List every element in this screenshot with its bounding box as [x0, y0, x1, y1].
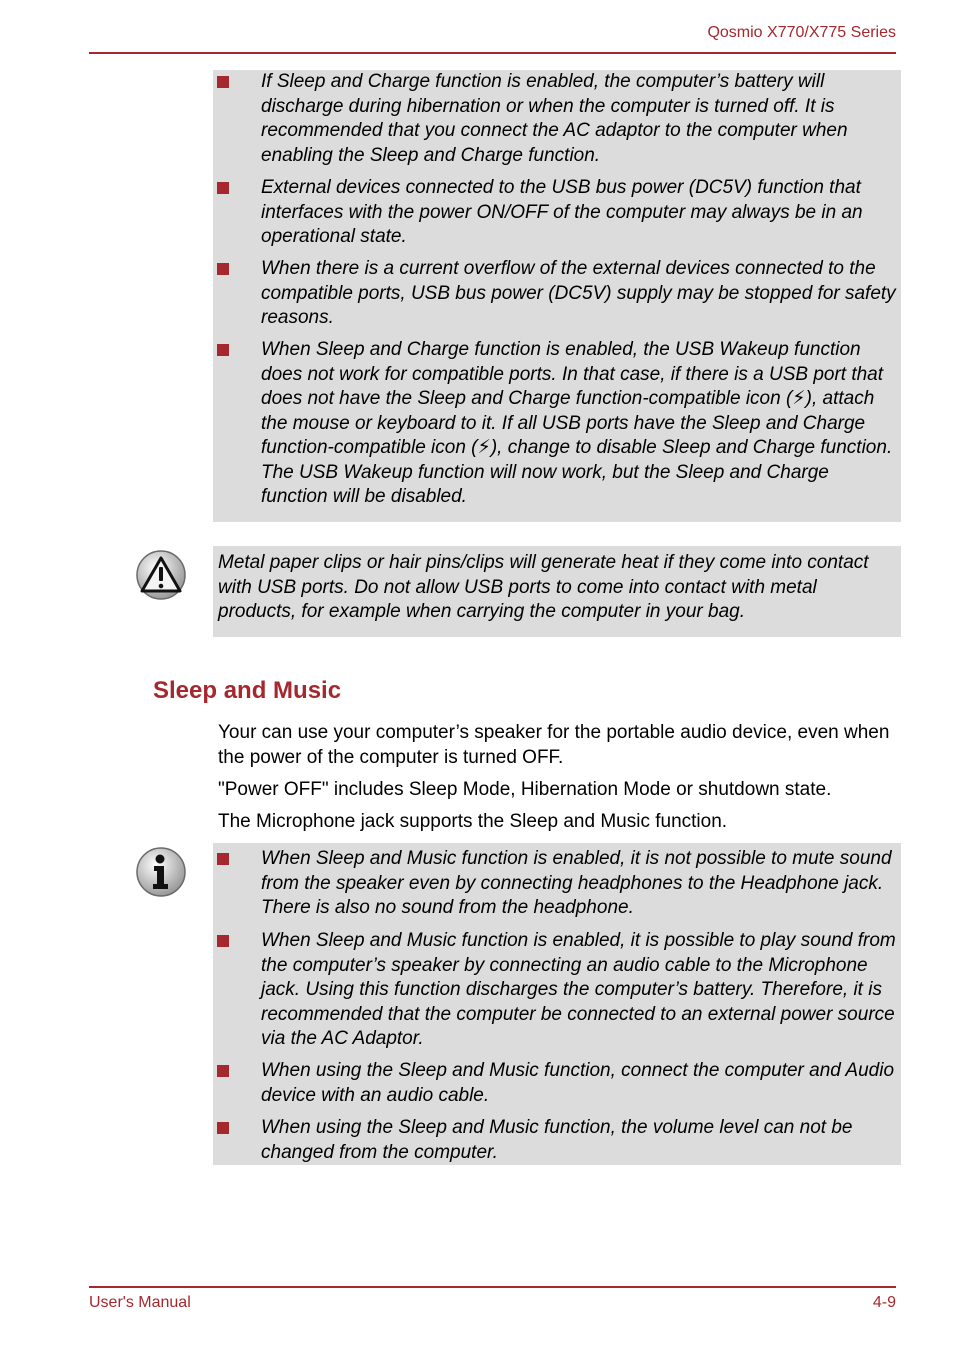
paragraph: The Microphone jack supports the Sleep and Music function.	[218, 811, 728, 832]
page-header-title: Qosmio X770/X775 Series	[707, 24, 896, 41]
bullet-square-icon	[217, 263, 229, 275]
warning-triangle-icon	[136, 550, 186, 600]
caution-box	[213, 546, 901, 637]
section-heading: Sleep and Music	[153, 677, 342, 704]
list-item	[261, 847, 897, 921]
paragraph: "Power OFF" includes Sleep Mode, Hibernation Mode or shutdown state.	[218, 779, 832, 800]
list-item	[261, 1116, 897, 1165]
paragraph: Your can use your computer’s speaker for the portable audio device, even when the power of the computer is turned OFF.	[218, 722, 890, 768]
list-item-text: External devices connected to the USB bus power (DC5V) function that interfaces with the power ON/OFF of the computer may always be in an operational state.	[261, 177, 863, 247]
info-icon	[136, 847, 186, 897]
usb-note-box	[213, 70, 901, 522]
list-item-text: When using the Sleep and Music function, connect the computer and Audio device with an audio cable.	[261, 1060, 895, 1106]
header-rule	[89, 52, 896, 54]
bullet-square-icon	[217, 1122, 229, 1134]
sleep-music-note-box	[213, 843, 901, 1165]
list-item-text: When Sleep and Music function is enabled, it is not possible to mute sound from the speaker even by connecting headphones to the Headphone jack. There is also no sound from the headphone.	[261, 848, 892, 918]
bullet-square-icon	[217, 76, 229, 88]
list-item-text: When using the Sleep and Music function, the volume level can not be changed from the computer.	[261, 1117, 853, 1163]
bullet-square-icon	[217, 1065, 229, 1077]
footer-manual-title: User's Manual	[89, 1294, 191, 1311]
list-item	[261, 70, 897, 168]
caution-text: Metal paper clips or hair pins/clips will generate heat if they come into contact with USB ports. Do not allow USB ports to come into contact with metal products, for example when carrying the computer in your bag.	[218, 552, 869, 622]
bullet-square-icon	[217, 182, 229, 194]
list-item	[261, 338, 897, 510]
bullet-square-icon	[217, 853, 229, 865]
list-item-text: If Sleep and Charge function is enabled, the computer’s battery will discharge during hibernation or when the computer is turned off. It is recommended that you connect the AC adaptor to the computer when enabling the Sleep and Charge function.	[261, 71, 848, 166]
bullet-square-icon	[217, 344, 229, 356]
bullet-square-icon	[217, 935, 229, 947]
list-item	[261, 176, 897, 250]
list-item-text: When Sleep and Charge function is enabled, the USB Wakeup function does not work for compatible ports. In that case, if there is a USB port that does not have the Sleep and Charge function-compatible icon (⚡), attach the mouse or keyboard to it. If all USB ports have the Sleep and Charge function-compatible icon (⚡), change to disable Sleep and Charge function. The USB Wakeup function will now work, but the Sleep and Charge function will be disabled.	[261, 339, 893, 507]
list-item	[261, 257, 897, 331]
list-item	[261, 1059, 897, 1108]
list-item-text: When Sleep and Music function is enabled, it is possible to play sound from the computer’s speaker by connecting an audio cable to the Microphone jack. Using this function discharges the computer’s battery. Therefore, it is recommended that the computer be connected to an external power source via the AC Adaptor.	[261, 930, 896, 1049]
list-item-text: When there is a current overflow of the external devices connected to the compatible ports, USB bus power (DC5V) supply may be stopped for safety reasons.	[261, 258, 896, 328]
list-item	[261, 929, 897, 1052]
footer-rule	[89, 1286, 896, 1288]
page-number: 4-9	[872, 1294, 896, 1311]
